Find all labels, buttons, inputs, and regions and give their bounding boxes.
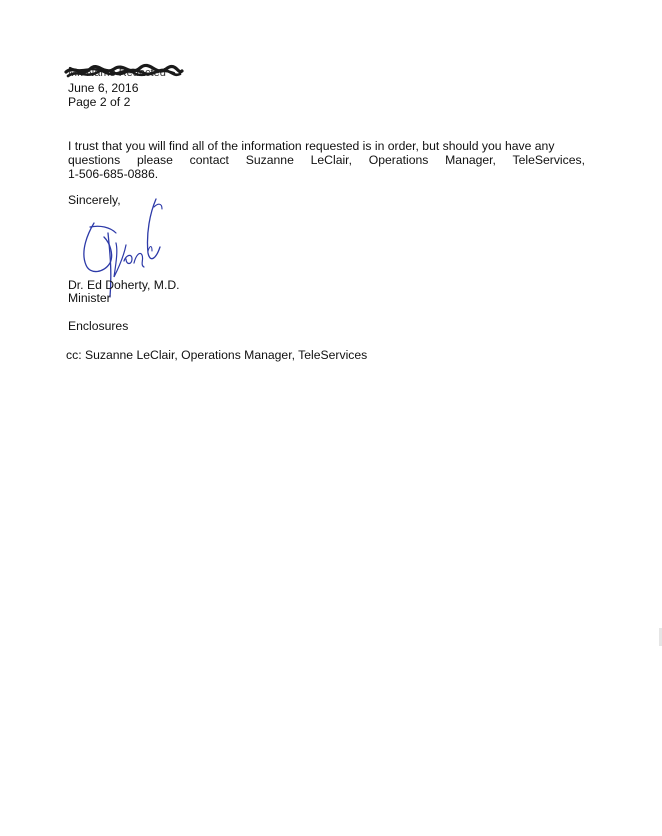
page-number: Page 2 of 2 [68,95,131,109]
signer-name: Dr. Ed Doherty, M.D. [68,278,180,292]
cc-line: cc: Suzanne LeClair, Operations Manager, TeleServices [66,348,368,362]
closing-salutation: Sincerely, [68,193,121,207]
enclosures-label: Enclosures [68,319,129,333]
svg-text:Mr. Name Redacted: Mr. Name Redacted [68,67,166,79]
redaction-scribble [64,63,184,83]
body-line-2: questions please contact Suzanne LeClair, Operations Manager, TeleServices, [68,153,585,167]
body-line-3: 1-506-685-0886. [68,167,159,181]
signer-title: Minister [68,291,111,305]
body-paragraph [68,139,585,181]
letter-date: June 6, 2016 [68,81,139,95]
body-line-1: I trust that you will find all of the information requested is in order, but should you have any [68,139,555,153]
